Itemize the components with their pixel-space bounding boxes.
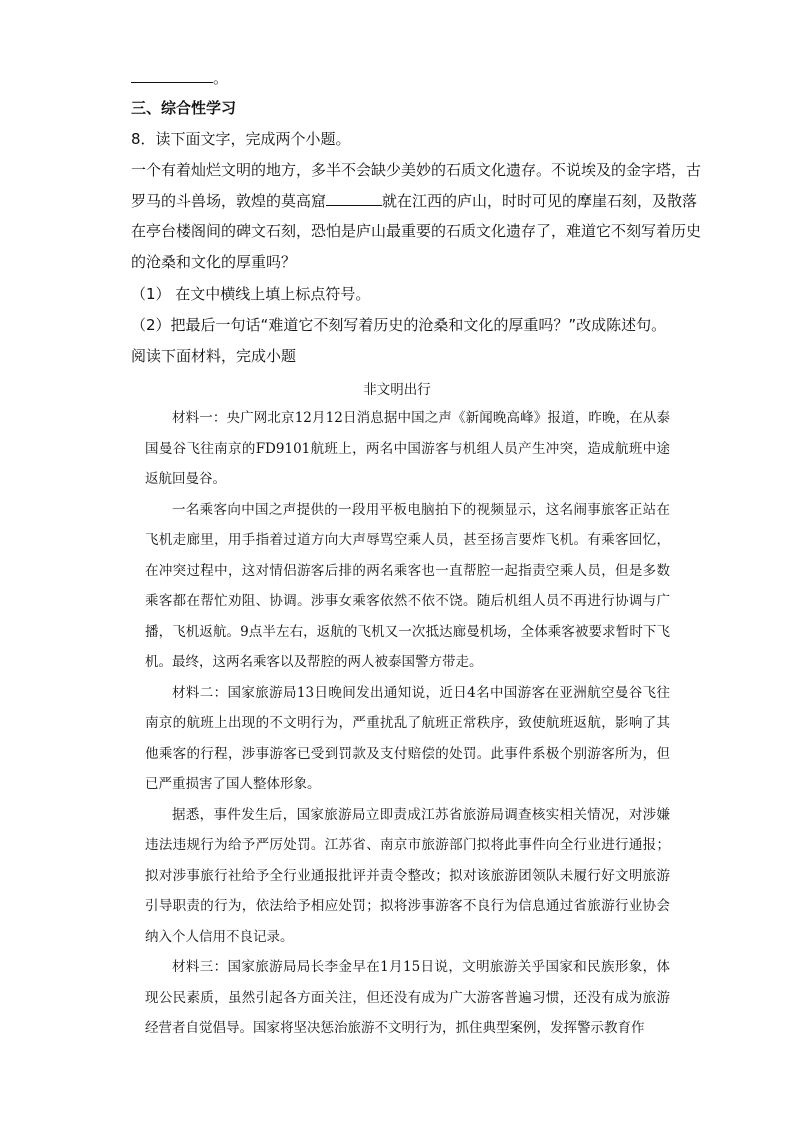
passage-line	[131, 191, 697, 211]
question-8-prompt: 8．读下面文字，完成两个小题。	[131, 130, 351, 148]
article-paragraph: 据悉，事件发生后，国家旅游局立即责成江苏省旅游局调查核实相关情况，对涉嫌违法违规行为给予严厉处罚。江苏省、南京市旅游部门拟将此事件向全行业进行通报；拟对涉事旅行社给予全行业通报批评并责令整改；拟对该旅游团领队未履行好文明旅游引导职责的行为，依法给予相应处罚；拟将涉事游客不良行为信息通过省旅游行业协会纳入个人信用不良记录。	[145, 806, 670, 945]
article-title: 非文明出行	[363, 382, 431, 398]
sub-question-2: （2）把最后一句话“难道它不刻写着历史的沧桑和文化的厚重吗？”改成陈述句。	[131, 316, 667, 334]
answer-line-row	[131, 68, 228, 88]
reading-prompt: 阅读下面材料，完成小题	[131, 347, 297, 365]
punctuation-blank[interactable]	[326, 191, 382, 206]
passage-line: 的沧桑和文化的厚重吗？	[131, 253, 297, 271]
answer-line-tail: 。	[213, 69, 229, 87]
article-paragraph: 材料三：国家旅游局局长李金早在1月15日说，文明旅游关乎国家和民族形象，体现公民素质，虽然引起各方面关注，但还没有成为广大游客普遍习惯，还没有成为旅游经营者自觉倡导。国家将坚决惩治旅游不文明行为，抓住典型案例，发挥警示教育作	[145, 959, 670, 1036]
passage-line-part: 就在江西的庐山，时时可见的摩崖石刻，及散落	[382, 192, 698, 210]
passage-line-part: 罗马的斗兽场，敦煌的莫高窟	[131, 192, 327, 210]
answer-blank-line[interactable]	[131, 68, 213, 83]
passage-line: 在亭台楼阁间的碑文石刻，恐怕是庐山最重要的石质文化遗存了，难道它不刻写着历史	[131, 222, 702, 240]
article-paragraph: 材料一：央广网北京12月12日消息据中国之声《新闻晚高峰》报道，昨晚，在从泰国曼谷飞往南京的FD9101航班上，两名中国游客与机组人员产生冲突，造成航班中途返航回曼谷。	[145, 410, 670, 487]
article-paragraph: 材料二：国家旅游局13日晚间发出通知说，近日4名中国游客在亚洲航空曼谷飞往南京的航班上出现的不文明行为，严重扰乱了航班正常秩序，致使航班返航，影响了其他乘客的行程，涉事游客已受到罚款及支付赔偿的处罚。此事件系极个别游客所为，但已严重损害了国人整体形象。	[145, 684, 670, 792]
passage-line: 一个有着灿烂文明的地方，多半不会缺少美妙的石质文化遗存。不说埃及的金字塔，古	[131, 161, 702, 179]
article-paragraph: 一名乘客向中国之声提供的一段用平板电脑拍下的视频显示，这名闹事旅客正站在飞机走廊里，用手指着过道方向大声辱骂空乘人员，甚至扬言要炸飞机。有乘客回忆，在冲突过程中，这对情侣游客后排的两名乘客也一直帮腔一起指责空乘人员，但是多数乘客都在帮忙劝阻、协调。涉事女乘客依然不依不饶。随后机组人员不再进行协调与广播，飞机返航。9点半左右，返航的飞机又一次抵达廊曼机场，全体乘客被要求暂时下飞机。最终，这两名乘客以及帮腔的两人被泰国警方带走。	[145, 501, 670, 670]
section-heading: 三、综合性学习	[131, 99, 237, 117]
sub-question-1: （1） 在文中横线上填上标点符号。	[131, 285, 371, 303]
article-body	[145, 403, 670, 1044]
